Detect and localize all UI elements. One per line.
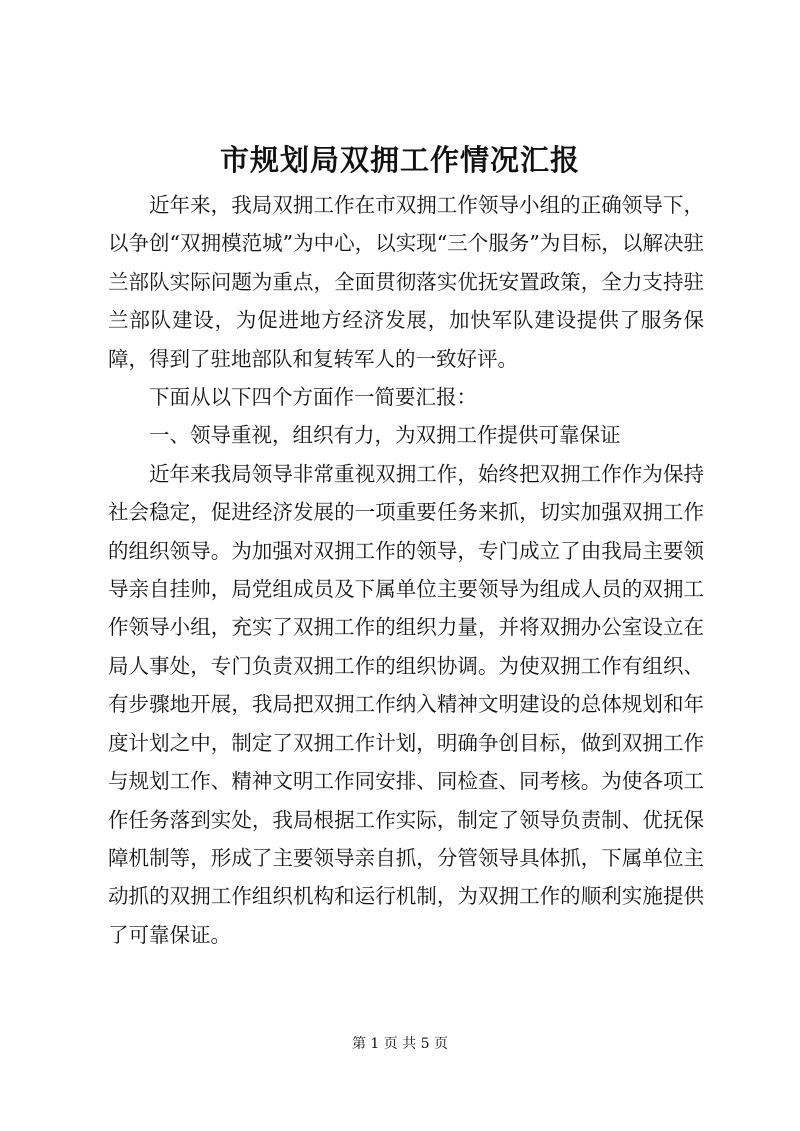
- section-paragraph: 近年来我局领导非常重视双拥工作，始终把双拥工作作为保持社会稳定，促进经济发展的一项重要任务来抓，切实加强双拥工作的组织领导。为加强对双拥工作的领导，专门成立了由我局主要领导亲自挂帅，局党组成员及下属单位主要领导为组成人员的双拥工作领导小组，充实了双拥工作的组织力量，并将双拥办公室设立在局人事处，专门负责双拥工作的组织协调。为使双拥工作有组织、有步骤地开展，我局把双拥工作纳入精神文明建设的总体规划和年度计划之中，制定了双拥工作计划，明确争创目标，做到双拥工作与规划工作、精神文明工作同安排、同检查、同考核。为使各项工作任务落到实处，我局根据工作实际，制定了领导负责制、优抚保障机制等，形成了主要领导亲自抓，分管领导具体抓，下属单位主动抓的双拥工作组织机构和运行机制，为双拥工作的顺利实施提供了可靠保证。: [108, 461, 704, 947]
- section-heading: 一、领导重视，组织有力，为双拥工作提供可靠保证: [149, 423, 621, 448]
- document-title: 市规划局双拥工作情况汇报: [219, 143, 580, 177]
- document-body: [108, 186, 704, 954]
- intro-paragraph: 近年来，我局双拥工作在市双拥工作领导小组的正确领导下，以争创“双拥模范城”为中心，以实现“三个服务”为目标，以解决驻兰部队实际问题为重点，全面贯彻落实优抚安置政策，全力支持驻兰部队建设，为促进地方经济发展，加快军队建设提供了服务保障，得到了驻地部队和复转军人的一致好评。: [108, 193, 704, 371]
- page-footer: 第 1 页 共 5 页: [351, 1036, 449, 1052]
- overview-paragraph: 下面从以下四个方面作一简要汇报：: [149, 385, 477, 410]
